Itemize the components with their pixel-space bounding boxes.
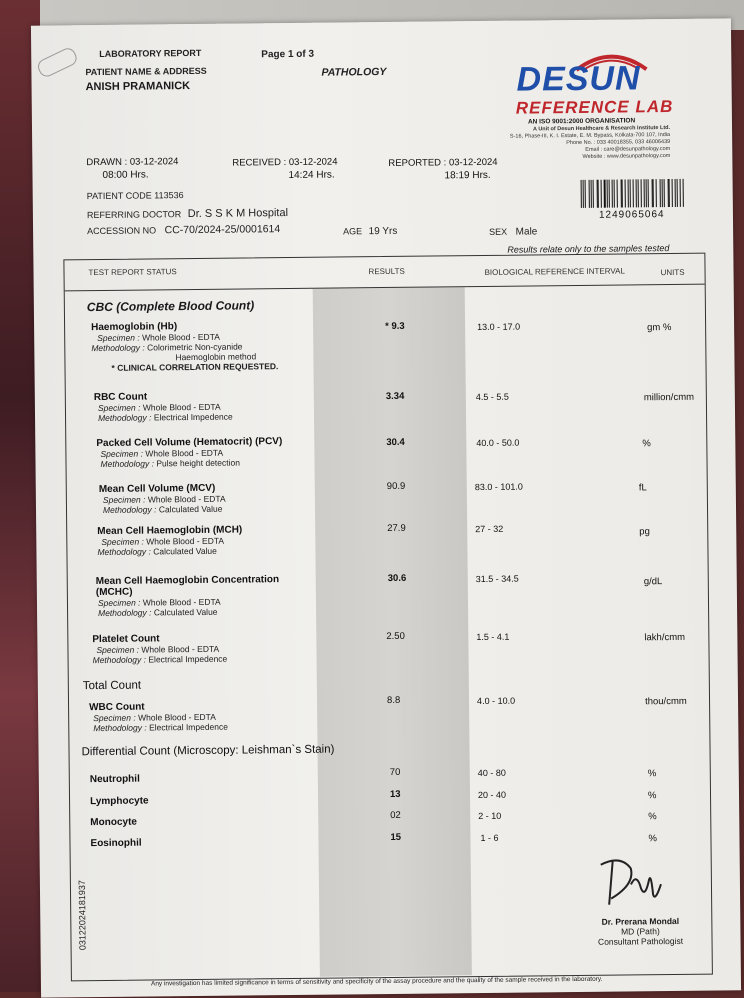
drawn-time-row [102, 169, 148, 180]
specimen-value: Whole Blood - EDTA [145, 447, 224, 459]
test-name: Mean Cell Haemoglobin (MCH) [97, 524, 243, 538]
header-results: RESULTS [368, 266, 405, 277]
ref-platelet: 1.5 - 4.1 [476, 631, 510, 643]
barcode-bar [600, 180, 601, 208]
specimen-value: Whole Blood - EDTA [138, 711, 216, 723]
sex-label: SEX [489, 226, 508, 237]
drawn-hrs: Hrs. [130, 169, 149, 181]
ref-mch: 27 - 32 [475, 523, 504, 535]
barcode-bar [598, 180, 599, 208]
specimen-label: Specimen : [97, 332, 140, 344]
specimen-label: Specimen : [97, 402, 141, 414]
test-name: RBC Count [93, 391, 148, 404]
age-value: 19 Yrs [368, 225, 398, 238]
received-date: 03-12-2024 [288, 156, 338, 168]
side-code: 03122024181937 [76, 880, 88, 951]
method-label: Methodology : [92, 654, 147, 666]
barcode-icon [581, 179, 685, 208]
received-row [232, 156, 337, 168]
referring-row [87, 207, 288, 221]
method-value: Electrical Impedence [149, 721, 229, 733]
barcode-number: 1249065064 [598, 209, 665, 221]
specimen-label: Specimen : [102, 494, 146, 505]
result-mch: 27.9 [387, 522, 406, 534]
result-mcv: 90.9 [386, 480, 406, 492]
lab-unit: A Unit of Desun Healthcare & Research Institute Ltd. [532, 125, 671, 133]
barcode-bar [616, 180, 617, 208]
diff-result: 02 [390, 809, 401, 821]
method-value-2: Haemoglobin method [175, 351, 257, 363]
specimen-value: Whole Blood - EDTA [147, 493, 226, 505]
diff-result: 70 [389, 766, 401, 778]
lab-phone: Phone No. : 033 40018355, 033 46006439 [566, 139, 671, 147]
lab-iso: AN ISO 9001:2000 ORGANISATION [527, 117, 636, 126]
lab-website: Website : www.desunpathology.com [582, 153, 671, 160]
patient-code: 113536 [154, 190, 184, 201]
lab-address: S-16, Phase-III, K. I. Estate, E. M. Bypass, Kolkata-700 107, India [509, 132, 671, 140]
test-name: WBC Count [89, 701, 145, 714]
barcode-bar [638, 179, 639, 207]
page-number: Page 1 of 3 [261, 48, 315, 61]
barcode-bar [671, 179, 672, 207]
specimen-label: Specimen : [101, 536, 144, 547]
results-table [63, 253, 713, 982]
barcode-bar [645, 179, 646, 207]
department: PATHOLOGY [321, 65, 387, 79]
lab-logo-subname: REFERENCE LAB [515, 96, 674, 118]
diff-ref: 40 - 80 [477, 767, 506, 779]
test-name: Packed Cell Volume (Hematocrit) (PCV) [96, 436, 283, 450]
lab-email: Email : care@desunpathology.com [585, 146, 671, 153]
ref-rbc: 4.5 - 5.5 [475, 391, 509, 403]
lab-logo-name: DESUN [516, 59, 641, 99]
method-value: Calculated Value [158, 503, 223, 515]
method-value: Calculated Value [153, 545, 217, 557]
lab-address-block [502, 125, 670, 162]
test-name: Haemoglobin (Hb) [91, 321, 178, 334]
test-name: Platelet Count [92, 633, 160, 646]
test-name-2: (MCHC) [95, 586, 133, 599]
barcode-bar [625, 179, 626, 207]
reported-date: 03-12-2024 [448, 156, 498, 169]
specimen-value: Whole Blood - EDTA [142, 401, 221, 413]
method-value: Pulse height detection [156, 457, 241, 469]
reported-row [388, 157, 497, 169]
barcode-bar [614, 180, 615, 208]
signatory-title: Consultant Pathologist [597, 935, 684, 947]
barcode-bar [648, 179, 649, 207]
method-label: Methodology : [97, 546, 151, 558]
method-label: Methodology : [102, 504, 157, 515]
specimen-value: Whole Blood - EDTA [142, 331, 220, 343]
barcode-bar [664, 179, 665, 207]
diff-name: Neutrophil [89, 773, 140, 786]
header-units: UNITS [660, 267, 685, 278]
diff-ref: 2 - 10 [478, 810, 502, 822]
diff-result: 15 [390, 831, 402, 843]
test-hb [91, 320, 278, 373]
unit-platelet: lakh/cmm [644, 631, 686, 644]
signatory-degree: MD (Path) [621, 926, 660, 937]
barcode-bar [593, 180, 594, 208]
unit-pcv: % [642, 438, 651, 450]
table-header [64, 254, 704, 292]
patient-label: PATIENT NAME & ADDRESS [85, 65, 207, 78]
ref-mchc: 31.5 - 34.5 [475, 573, 519, 585]
method-label: Methodology : [93, 722, 147, 734]
barcode-bar [679, 179, 680, 207]
report-title: LABORATORY REPORT [99, 47, 202, 59]
patient-name: ANISH PRAMANICK [85, 80, 191, 94]
received-label: RECEIVED : [232, 157, 287, 169]
header-status: TEST REPORT STATUS [88, 267, 177, 278]
barcode-bar [669, 179, 670, 207]
received-hrs: Hrs. [316, 169, 335, 181]
sex-value: Male [515, 226, 538, 238]
specimen-label: Specimen : [93, 712, 136, 724]
ref-hb: 13.0 - 17.0 [477, 321, 521, 333]
method-value: Calculated Value [153, 606, 218, 618]
accession-no: CC-70/2024-25/0001614 [164, 223, 281, 237]
barcode-bar [632, 179, 633, 207]
unit-mch: pg [639, 526, 650, 538]
method-value: Electrical Impedence [148, 653, 228, 665]
diff-ref: 20 - 40 [477, 789, 507, 801]
lab-report-page [31, 18, 741, 997]
test-mchc [96, 574, 280, 618]
received-time-row [288, 170, 334, 181]
ref-wbc: 4.0 - 10.0 [476, 695, 516, 707]
patient-code-label: PATIENT CODE [86, 190, 152, 202]
result-hb: * 9.3 [385, 320, 405, 332]
method-label: Methodology : [97, 412, 152, 424]
reported-time: 18:19 [444, 170, 470, 182]
differential-title: Differential Count (Microscopy: Leishman`s Stain) [81, 743, 335, 759]
test-rbc [94, 391, 233, 423]
test-mcv [99, 483, 226, 515]
signatory-block [575, 916, 705, 947]
method-label: Methodology : [91, 342, 145, 354]
signatory-name: Dr. Prerana Mondal [601, 915, 680, 927]
test-wbc [89, 701, 228, 733]
clinical-note: * CLINICAL CORRELATION REQUESTED. [111, 361, 279, 373]
drawn-row [86, 156, 178, 168]
unit-wbc: thou/cmm [644, 695, 687, 708]
reported-label: REPORTED : [388, 157, 447, 169]
method-value: Electrical Impedence [153, 411, 233, 423]
reported-time-row [444, 170, 490, 181]
diff-name: Lymphocyte [90, 795, 149, 808]
method-value: Colorimetric Non-cyanide [147, 341, 243, 353]
total-count-title: Total Count [82, 679, 142, 693]
diff-name: Monocyte [90, 816, 138, 829]
drawn-time: 08:00 [102, 169, 128, 181]
result-rbc: 3.34 [385, 390, 405, 402]
unit-rbc: million/cmm [643, 391, 695, 404]
signature-icon [591, 854, 672, 911]
unit-hb: gm % [647, 322, 672, 334]
test-platelet [92, 633, 227, 665]
diff-unit: % [648, 833, 657, 845]
specimen-value: Whole Blood - EDTA [141, 643, 220, 655]
barcode-bar [590, 180, 591, 208]
barcode-bar [629, 179, 630, 207]
referring-label: REFERRING DOCTOR [86, 209, 182, 221]
specimen-value: Whole Blood - EDTA [142, 596, 221, 608]
unit-mcv: fL [638, 482, 647, 494]
drawn-date: 03-12-2024 [129, 156, 179, 168]
specimen-label: Specimen : [100, 448, 144, 459]
result-mchc: 30.6 [387, 572, 407, 584]
specimen-label: Specimen : [97, 597, 141, 609]
method-label: Methodology : [100, 458, 154, 469]
footer-note: Any investigation has limited significance in terms of sensitivity and specificity of the assay procedure and the quality of the sample received in the laboratory. [150, 975, 603, 988]
test-pcv [96, 436, 282, 469]
barcode-bar [683, 179, 684, 207]
age-row [343, 226, 397, 238]
diff-unit: % [648, 811, 657, 823]
test-name: Mean Cell Haemoglobin Concentration [95, 574, 280, 588]
specimen-value: Whole Blood - EDTA [146, 535, 225, 547]
barcode-bar [677, 179, 678, 207]
unit-mchc: g/dL [643, 576, 663, 588]
barcode-bar [622, 180, 623, 208]
ref-mcv: 83.0 - 101.0 [474, 481, 523, 493]
specimen-label: Specimen : [96, 644, 140, 656]
received-time: 14:24 [288, 169, 314, 182]
result-platelet: 2.50 [386, 630, 405, 643]
result-pcv: 30.4 [386, 436, 405, 448]
diff-unit: % [647, 790, 657, 802]
test-name: Mean Cell Volume (MCV) [98, 482, 216, 496]
barcode-bar [656, 179, 657, 207]
test-mch [97, 525, 242, 558]
barcode-bar [609, 180, 610, 208]
reported-hrs: Hrs. [472, 169, 491, 182]
header-reference: BIOLOGICAL REFERENCE INTERVAL [484, 266, 625, 277]
barcode-bar [653, 179, 654, 207]
results-note: Results relate only to the samples tested [507, 243, 670, 255]
barcode-bar [640, 179, 641, 207]
method-label: Methodology : [98, 607, 152, 619]
barcode-bar [585, 180, 586, 208]
accession-row [87, 223, 280, 237]
barcode-bar [661, 179, 662, 207]
diff-name: Eosinophil [90, 837, 142, 850]
diff-ref: 1 - 6 [480, 832, 499, 844]
accession-label: ACCESSION NO [87, 225, 157, 237]
drawn-label: DRAWN : [86, 156, 128, 169]
barcode-bar [582, 180, 583, 208]
staple-icon [35, 46, 79, 80]
result-wbc: 8.8 [386, 694, 401, 706]
age-label: AGE [343, 226, 363, 237]
section-title: CBC (Complete Blood Count) [86, 298, 255, 315]
barcode-bar [606, 180, 607, 208]
sex-row [489, 226, 537, 238]
referring-doctor: Dr. S S K M Hospital [187, 207, 289, 221]
ref-pcv: 40.0 - 50.0 [476, 437, 520, 449]
diff-unit: % [647, 768, 657, 780]
patient-code-row [87, 190, 184, 201]
diff-result: 13 [389, 788, 401, 800]
